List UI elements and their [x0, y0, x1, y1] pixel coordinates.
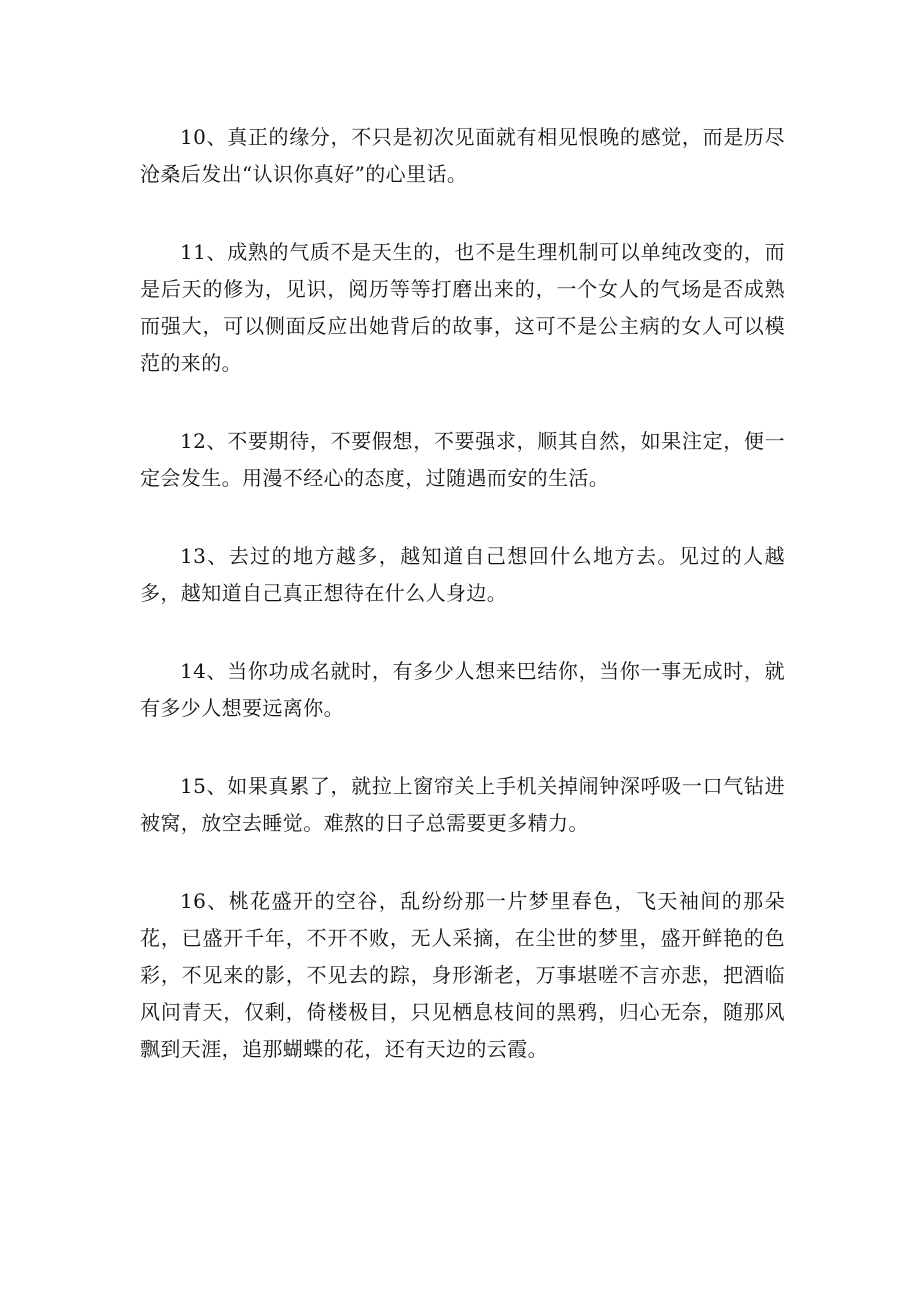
paragraph-15: 15、如果真累了，就拉上窗帘关上手机关掉闹钟深呼吸一口气钻进被窝，放空去睡觉。难熬的日子总需要更多精力。 — [140, 774, 785, 835]
paragraph-16: 16、桃花盛开的空谷，乱纷纷那一片梦里春色，飞天袖间的那朵花，已盛开千年，不开不败，无人采摘，在尘世的梦里，盛开鲜艳的色彩，不见来的影，不见去的踪，身形渐老，万事堪嗟不言亦悲，把酒临风问青天，仅剩，倚楼极目，只见栖息枝间的黑鸦，归心无奈，随那风飘到天涯，追那蝴蝶的花，还有天边的云霞。 — [140, 889, 785, 1061]
paragraph-12: 12、不要期待，不要假想，不要强求，顺其自然，如果注定，便一定会发生。用漫不经心的态度，过随遇而安的生活。 — [140, 429, 785, 490]
paragraph-14: 14、当你功成名就时，有多少人想来巴结你，当你一事无成时，就有多少人想要远离你。 — [140, 659, 785, 720]
paragraph-10: 10、真正的缘分，不只是初次见面就有相见恨晚的感觉，而是历尽沧桑后发出“认识你真好”的心里话。 — [140, 125, 785, 186]
document-body — [140, 119, 785, 1109]
paragraph-11: 11、成熟的气质不是天生的，也不是生理机制可以单纯改变的，而是后天的修为，见识，阅历等等打磨出来的，一个女人的气场是否成熟而强大，可以侧面反应出她背后的故事，这可不是公主病的女人可以模范的来的。 — [140, 240, 785, 375]
paragraph-13: 13、去过的地方越多，越知道自己想回什么地方去。见过的人越多，越知道自己真正想待在什么人身边。 — [140, 544, 785, 605]
